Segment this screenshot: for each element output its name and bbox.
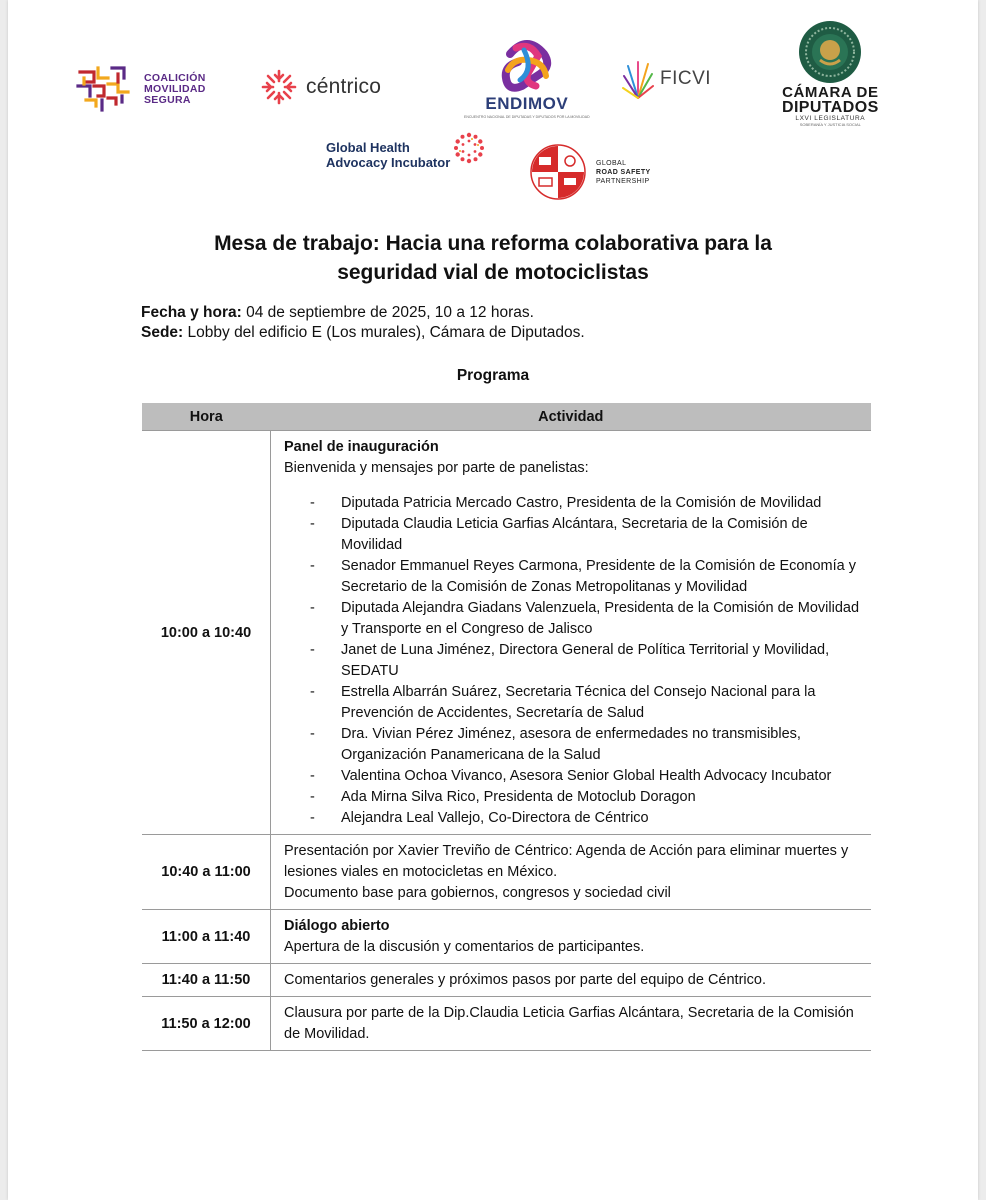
table-row bbox=[142, 964, 871, 997]
grsp-line-3: PARTNERSHIP bbox=[596, 177, 650, 185]
logo-centrico bbox=[260, 68, 381, 106]
sede-label: Sede: bbox=[141, 324, 184, 341]
activity-title: Diálogo abierto bbox=[284, 918, 390, 934]
sede-row bbox=[141, 323, 585, 343]
list-item: - Dra. Vivian Pérez Jiménez, asesora de enfermedades no transmisibles, Organización Panamericana de la Salud bbox=[310, 724, 861, 766]
coalicion-line-2: MOVILIDAD bbox=[144, 82, 206, 95]
table-row bbox=[142, 431, 871, 835]
list-item: - Senador Emmanuel Reyes Carmona, Presidente de la Comisión de Economía y Secretario de la Comisión de Zonas Metropolitanas y Movilidad bbox=[310, 556, 861, 598]
ficvi-burst-icon bbox=[622, 58, 654, 100]
logo-global-road-safety-partnership bbox=[530, 144, 651, 200]
coalicion-heart-icon bbox=[72, 62, 134, 116]
table-header-row bbox=[142, 403, 871, 431]
logo-ficvi bbox=[622, 58, 711, 100]
program-table bbox=[142, 403, 871, 1051]
fecha-value: 04 de septiembre de 2025, 10 a 12 horas. bbox=[241, 304, 534, 321]
table-row bbox=[142, 835, 871, 910]
list-item: - Ada Mirna Silva Rico, Presidenta de Motoclub Doragon bbox=[310, 787, 861, 808]
list-item: - Alejandra Leal Vallejo, Co-Directora de Céntrico bbox=[310, 808, 861, 829]
grsp-line-1: GLOBAL bbox=[596, 159, 627, 167]
centrico-wordmark: céntrico bbox=[306, 75, 382, 98]
gha-line-1: Global Health bbox=[326, 140, 410, 155]
activity-text: Documento base para gobiernos, congresos y sociedad civil bbox=[284, 885, 671, 901]
programa-heading: Programa bbox=[456, 367, 530, 384]
grsp-line-2: ROAD SAFETY bbox=[596, 168, 651, 176]
list-item: - Diputada Patricia Mercado Castro, Presidenta de la Comisión de Movilidad bbox=[310, 493, 861, 514]
row-actividad bbox=[271, 997, 872, 1051]
camara-seal-icon bbox=[798, 20, 862, 84]
header-actividad: Actividad bbox=[271, 403, 872, 431]
activity-text: Clausura por parte de la Dip.Claudia Leticia Garfias Alcántara, Secretaria de la Comisión de Movilidad. bbox=[284, 1005, 854, 1042]
row-hora: 10:40 a 11:00 bbox=[142, 835, 271, 910]
table-row bbox=[142, 910, 871, 964]
table-row bbox=[142, 997, 871, 1051]
row-hora: 11:40 a 11:50 bbox=[142, 964, 271, 997]
list-item: - Valentina Ochoa Vivanco, Asesora Senior Global Health Advocacy Incubator bbox=[310, 766, 861, 787]
activity-text: Presentación por Xavier Treviño de Céntrico: Agenda de Acción para eliminar muertes y lesiones viales en motocicletas en México. bbox=[284, 843, 849, 880]
endimov-subtitle: ENCUENTRO NACIONAL DE DIPUTADAS Y DIPUTADOS POR LA MOVILIDAD bbox=[464, 115, 590, 119]
centrico-asterisk-icon bbox=[260, 68, 298, 106]
row-actividad bbox=[271, 431, 872, 835]
activity-text: Apertura de la discusión y comentarios de participantes. bbox=[284, 939, 645, 955]
activity-text: Comentarios generales y próximos pasos por parte del equipo de Céntrico. bbox=[284, 972, 766, 988]
fecha-row bbox=[141, 303, 585, 323]
document-title bbox=[0, 229, 986, 287]
document-title-line-2: seguridad vial de motociclistas bbox=[337, 261, 649, 284]
camara-legislatura: LXVI LEGISLATURA bbox=[795, 115, 866, 122]
document-title-line-1: Mesa de trabajo: Hacia una reforma colaborativa para la bbox=[214, 232, 772, 255]
row-hora: 10:00 a 10:40 bbox=[142, 431, 271, 835]
sede-value: Lobby del edificio E (Los murales), Cámara de Diputados. bbox=[183, 324, 585, 341]
list-item: - Janet de Luna Jiménez, Directora General de Política Territorial y Movilidad, SEDATU bbox=[310, 640, 861, 682]
gha-line-2: Advocacy Incubator bbox=[326, 155, 451, 170]
event-details bbox=[141, 303, 585, 343]
list-item: - Diputada Alejandra Giadans Valenzuela, Presidenta de la Comisión de Movilidad y Transporte en el Congreso de Jalisco bbox=[310, 598, 861, 640]
grsp-emblem-icon bbox=[530, 144, 586, 200]
fecha-label: Fecha y hora: bbox=[141, 304, 242, 321]
row-actividad bbox=[271, 964, 872, 997]
camara-lema: SOBERANÍA Y JUSTICIA SOCIAL bbox=[799, 122, 861, 127]
camara-line-1: CÁMARA DE bbox=[782, 84, 879, 101]
logo-camara-de-diputados bbox=[782, 20, 879, 127]
logo-coalicion-movilidad-segura bbox=[72, 62, 206, 116]
coalicion-line-3: SEGURA bbox=[144, 93, 191, 106]
endimov-wordmark: ENDIMOV bbox=[485, 94, 569, 113]
logo-endimov bbox=[464, 40, 590, 119]
activity-title: Panel de inauguración bbox=[284, 439, 439, 455]
camara-line-2: DIPUTADOS bbox=[782, 99, 879, 116]
row-actividad bbox=[271, 910, 872, 964]
gha-dots-ring-icon bbox=[452, 131, 486, 165]
list-item: - Estrella Albarrán Suárez, Secretaria Técnica del Consejo Nacional para la Prevención de Accidentes, Secretaría de Salud bbox=[310, 682, 861, 724]
endimov-knot-icon bbox=[500, 40, 554, 92]
document-page bbox=[8, 0, 978, 1200]
row-hora: 11:00 a 11:40 bbox=[142, 910, 271, 964]
coalicion-line-1: COALICIÓN bbox=[144, 71, 206, 84]
list-item: - Diputada Claudia Leticia Garfias Alcántara, Secretaria de la Comisión de Movilidad bbox=[310, 514, 861, 556]
panelist-list bbox=[284, 493, 861, 829]
header-hora: Hora bbox=[142, 403, 271, 431]
ficvi-wordmark: FICVI bbox=[660, 68, 712, 89]
row-hora: 11:50 a 12:00 bbox=[142, 997, 271, 1051]
logo-global-health-advocacy-incubator bbox=[326, 140, 486, 170]
row-actividad bbox=[271, 835, 872, 910]
activity-text: Bienvenida y mensajes por parte de panelistas: bbox=[284, 460, 589, 476]
